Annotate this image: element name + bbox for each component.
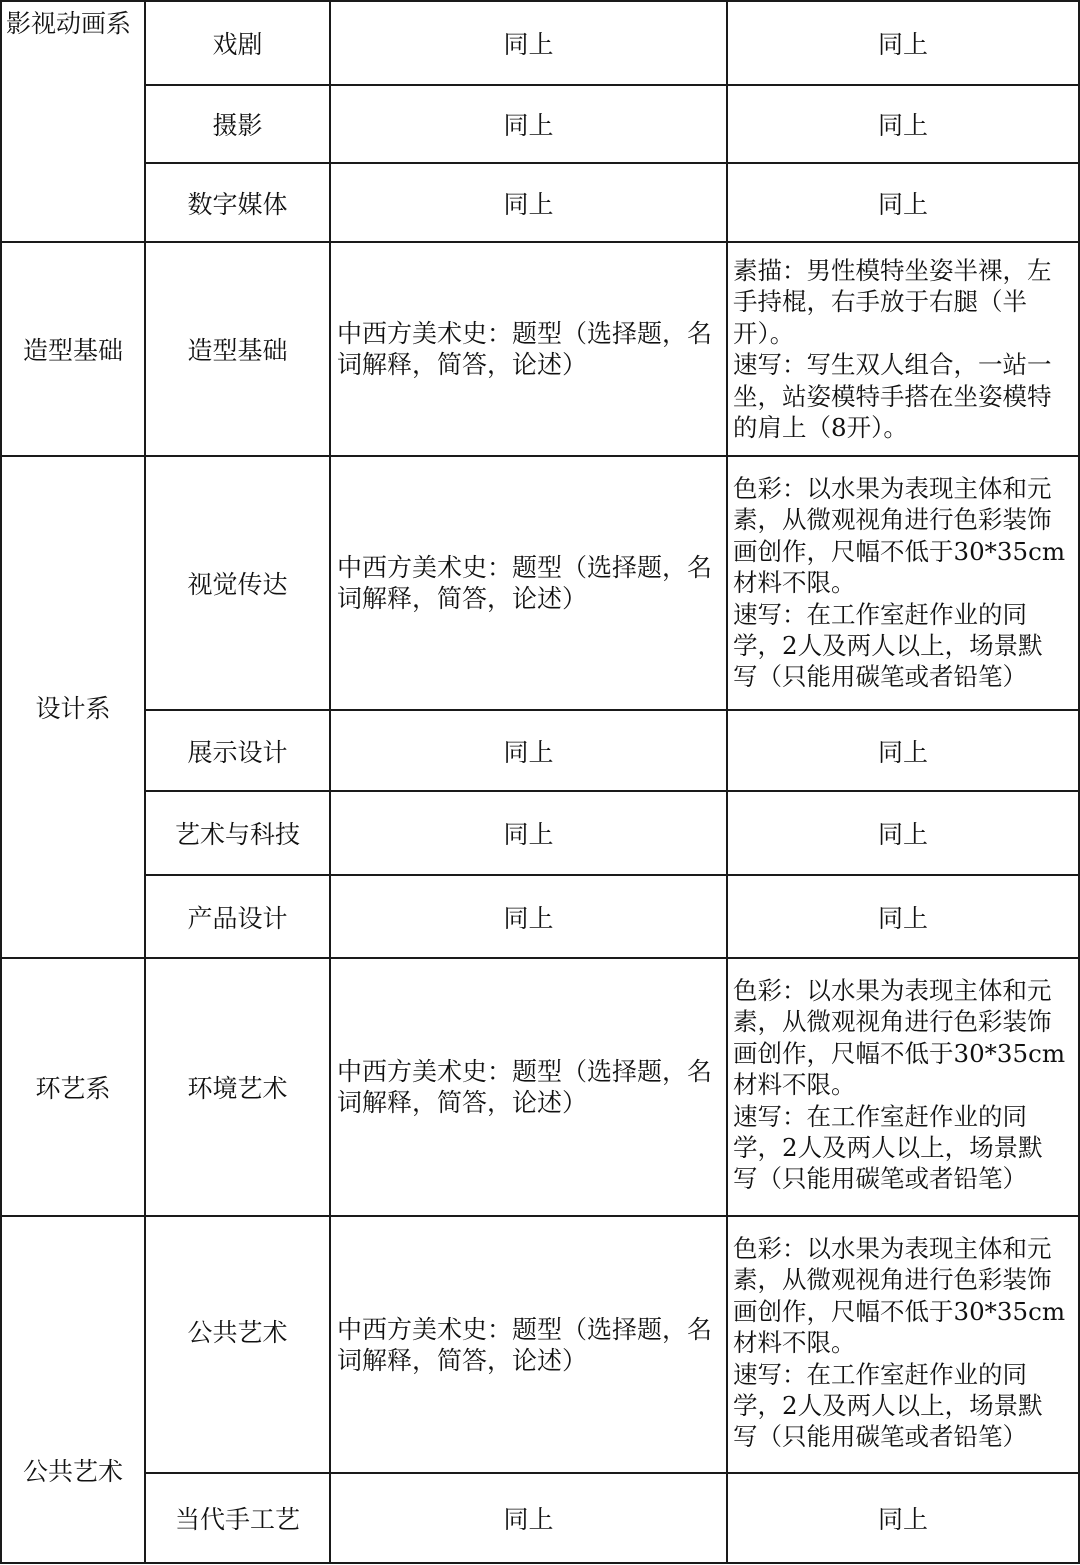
text-line: 写（只能用碳笔或者铅笔）	[733, 1164, 1027, 1194]
text-line: 中西方美术史：题型（选择题，名	[337, 553, 713, 582]
text-line: 坐，站姿模特手搭在坐姿模特	[733, 381, 1052, 411]
text-line: 画创作，尺幅不低于30*35cm	[733, 1296, 1066, 1326]
text-line: 中西方美术史：题型（选择题，名	[337, 1057, 713, 1086]
text-line: 色彩：以水果为表现主体和元	[733, 474, 1052, 503]
requirement-cell: 同上	[727, 1, 1079, 85]
text-line: 材料不限。	[733, 1070, 856, 1100]
text-line: 色彩：以水果为表现主体和元	[733, 976, 1052, 1005]
department-cell: 公共艺术	[1, 1216, 145, 1563]
text-line: 的肩上（8开）。	[733, 413, 908, 443]
text-line: 画创作，尺幅不低于30*35cm	[733, 1038, 1066, 1068]
text-line: 素，从微观视角进行色彩装饰	[733, 1007, 1052, 1037]
major-cell: 视觉传达	[145, 456, 330, 710]
text-line: 速写：在工作室赶作业的同	[733, 599, 1027, 629]
requirement-cell	[727, 1216, 1079, 1473]
text-line: 写（只能用碳笔或者铅笔）	[733, 662, 1027, 692]
text-line: 学，2人及两人以上，场景默	[733, 1391, 1043, 1421]
department-cell: 环艺系	[1, 958, 145, 1216]
major-cell: 展示设计	[145, 710, 330, 791]
department-cell: 设计系	[1, 456, 145, 958]
text-line: 素，从微观视角进行色彩装饰	[733, 1265, 1052, 1295]
text-line: 画创作，尺幅不低于30*35cm	[733, 536, 1066, 566]
text-line: 材料不限。	[733, 1328, 856, 1358]
department-cell: 造型基础	[1, 242, 145, 456]
requirement-cell: 同上	[727, 875, 1079, 958]
requirement-cell	[727, 958, 1079, 1216]
text-line: 中西方美术史：题型（选择题，名	[337, 1314, 713, 1344]
table-row	[1, 163, 1079, 242]
text-line: 学，2人及两人以上，场景默	[733, 631, 1043, 661]
major-cell: 当代手工艺	[145, 1473, 330, 1563]
major-cell: 公共艺术	[145, 1216, 330, 1473]
table-row	[1, 1473, 1079, 1563]
requirement-cell	[727, 242, 1079, 456]
major-cell: 摄影	[145, 85, 330, 163]
text-line: 色彩：以水果为表现主体和元	[733, 1234, 1052, 1263]
major-cell: 环境艺术	[145, 958, 330, 1216]
theory-cell	[330, 242, 727, 456]
text-line: 学，2人及两人以上，场景默	[733, 1133, 1043, 1163]
table-row	[1, 456, 1079, 710]
theory-cell: 同上	[330, 163, 727, 242]
text-line: 词解释，简答，论述）	[337, 350, 588, 379]
major-cell: 戏剧	[145, 1, 330, 85]
requirement-cell	[727, 456, 1079, 710]
text-line: 开）。	[733, 318, 795, 348]
text-line: 中西方美术史：题型（选择题，名	[337, 319, 713, 348]
major-cell: 数字媒体	[145, 163, 330, 242]
table-row	[1, 875, 1079, 958]
department-cell: 影视动画系	[1, 1, 145, 242]
table-row	[1, 791, 1079, 875]
text-line: 素描：男性模特坐姿半裸，左	[733, 256, 1052, 285]
theory-cell: 同上	[330, 791, 727, 875]
requirement-cell: 同上	[727, 1473, 1079, 1563]
text-line: 素，从微观视角进行色彩装饰	[733, 505, 1052, 535]
theory-cell: 同上	[330, 1, 727, 85]
text-line: 速写：在工作室赶作业的同	[733, 1359, 1027, 1389]
requirement-cell: 同上	[727, 791, 1079, 875]
text-line: 词解释，简答，论述）	[337, 1088, 588, 1117]
requirement-cell: 同上	[727, 85, 1079, 163]
theory-cell	[330, 456, 727, 710]
theory-cell: 同上	[330, 875, 727, 958]
requirement-cell: 同上	[727, 710, 1079, 791]
text-line: 速写：写生双人组合，一站一	[733, 350, 1052, 380]
theory-cell: 同上	[330, 85, 727, 163]
table-row	[1, 710, 1079, 791]
table-row	[1, 958, 1079, 1216]
text-line: 速写：在工作室赶作业的同	[733, 1101, 1027, 1131]
theory-cell	[330, 958, 727, 1216]
text-line: 材料不限。	[733, 568, 856, 598]
table-row	[1, 85, 1079, 163]
major-cell: 产品设计	[145, 875, 330, 958]
table-row	[1, 1, 1079, 85]
major-cell: 造型基础	[145, 242, 330, 456]
table-row	[1, 242, 1079, 456]
theory-cell	[330, 1216, 727, 1473]
text-line: 手持棍，右手放于右腿（半	[733, 287, 1027, 317]
major-cell: 艺术与科技	[145, 791, 330, 875]
theory-cell: 同上	[330, 710, 727, 791]
text-line: 词解释，简答，论述）	[337, 584, 588, 613]
text-line: 写（只能用碳笔或者铅笔）	[733, 1422, 1027, 1452]
theory-cell: 同上	[330, 1473, 727, 1563]
text-line: 词解释，简答，论述）	[337, 1345, 588, 1375]
table-row	[1, 1216, 1079, 1473]
requirement-cell: 同上	[727, 163, 1079, 242]
